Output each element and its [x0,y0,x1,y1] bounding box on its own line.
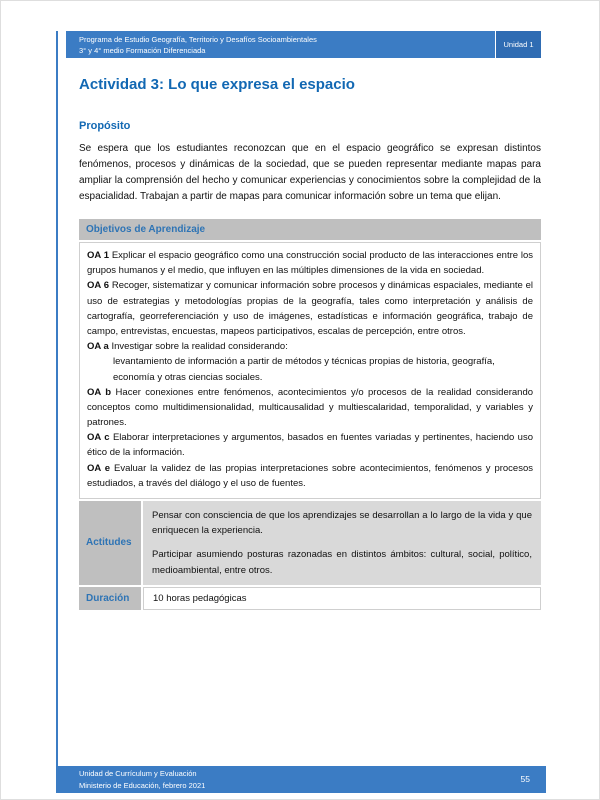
oa-item-e [87,461,533,491]
objectives-table [79,219,541,610]
objetivos-heading: Objetivos de Aprendizaje [79,219,541,240]
oa-item-1-label: OA 1 [87,250,110,261]
oa-item-1 [87,248,533,278]
page-number: 55 [520,774,530,785]
header-program-info [66,31,495,58]
footer-line2: Ministerio de Educación, febrero 2021 [79,780,206,790]
header-program-title: Programa de Estudio Geografía, Territorio y Desafíos Socioambientales [79,35,317,44]
oa-item-c-text: Elaborar interpretaciones y argumentos, basados en fuentes variadas y pertinentes, haciendo uso ético de la información. [87,432,534,459]
header-unit-tag: Unidad 1 [495,31,541,58]
duracion-value: 10 horas pedagógicas [143,587,541,610]
header-program-subtitle: 3° y 4° medio Formación Diferenciada [79,46,206,56]
actitudes-item-1: Pensar con consciencia de que los aprendizajes se desarrollan a lo largo de la vida y que enriquecen la experiencia. [152,510,532,537]
oa-item-6-text: Recoger, sistematizar y comunicar información sobre procesos y dinámicas espaciales, mediante el uso de estrategias y metodologías propias de la geografía, tales como interpretación y análisis de cartografía, georreferenciación y uso de imágenes, estadísticas e información geográfica, trabajo de campo, entrevistas, encuestas, mapeos participativos, escalas de percepción, entre otros. [87,280,534,337]
oa-item-6-label: OA 6 [87,280,109,292]
oa-item-a-label: OA a [87,341,109,353]
oa-item-c [87,430,533,460]
actitudes-heading: Actitudes [79,501,141,585]
oa-item-a-text: Investigar sobre la realidad considerando: [111,341,288,353]
oa-item-b-text: Hacer conexiones entre fenómenos, acontecimientos y/o procesos de la realidad considerando conceptos como multidimensionalidad, multicausalidad y multiescalaridad, temporalidad, y variables y patrones. [87,386,534,429]
actitudes-row [79,501,541,585]
oa-item-b [87,385,533,431]
oa-item-b-label: OA b [87,386,112,398]
left-accent-rule [56,31,58,793]
oa-item-e-text: Evaluar la validez de las propias interpretaciones sobre acontecimientos, fenómenos y procesos estudiados, a través del diálogo y el uso de fuentes. [87,462,534,489]
oa-item-6 [87,278,533,339]
oa-list-cell [79,242,541,499]
document-header [66,31,541,58]
proposito-heading: Propósito [79,120,131,132]
oa-item-a-subtext: levantamiento de información a partir de métodos y técnicas propias de historia, geografía, economía y otras ciencias sociales. [113,356,495,383]
actitudes-item-2: Participar asumiendo posturas razonadas en distintos ámbitos: cultural, social, político, medioambiental, entre otros. [152,549,532,576]
duracion-row [79,587,541,610]
proposito-body: Se espera que los estudiantes reconozcan que en el espacio geográfico se expresan distintos fenómenos, procesos y dinámicas de la sociedad, que se pueden representar mediante mapas para ampliar la comprensión del hecho y comunicar experiencias y conocimientos sobre la complejidad de la espacialidad. Trabajan a partir de mapas para comunicar información sobre un tema que elijan. [79,143,541,202]
footer-credits [79,768,205,791]
duracion-heading: Duración [79,587,141,610]
activity-title: Actividad 3: Lo que expresa el espacio [79,76,355,93]
document-footer [56,766,546,793]
oa-item-1-text: Explicar el espacio geográfico como una construcción social producto de las interacciones entre los grupos humanos y el medio, que influyen en las múltiples dimensiones de la vida en sociedad. [87,250,533,277]
oa-item-e-label: OA e [87,462,111,474]
oa-item-c-label: OA c [87,432,110,444]
oa-item-a [87,339,533,354]
actitudes-content [143,501,541,585]
footer-line1: Unidad de Currículum y Evaluación [79,769,197,779]
page-content [79,63,541,610]
